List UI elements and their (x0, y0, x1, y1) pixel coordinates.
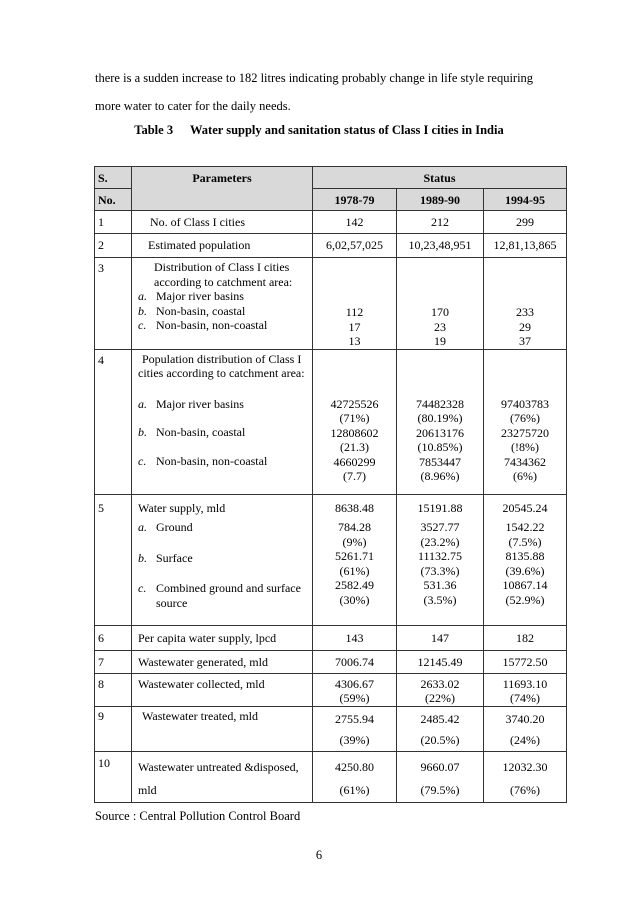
row-value: 10867.14 (502, 578, 548, 592)
row-number: 10 (95, 751, 132, 802)
row-parameter: Wastewater treated, mld (132, 706, 313, 751)
item-letter: c. (138, 453, 147, 468)
row-value: 7853447 (419, 454, 461, 469)
row-value: (23.2%) (420, 534, 460, 549)
item-text: Major river basins (156, 396, 244, 411)
row-value-cell (313, 494, 397, 625)
row-value-cell (397, 349, 484, 494)
year-header-1994: 1994-95 (484, 189, 567, 211)
row-value: 147 (397, 625, 484, 650)
param-item (138, 304, 312, 319)
row-value: 12808602 (330, 425, 379, 440)
row-value: 19 (434, 334, 446, 348)
item-text: Surface (156, 550, 193, 565)
row-value: (7.5%) (508, 534, 542, 549)
water-supply-table (94, 166, 567, 803)
item-letter: c. (138, 318, 147, 332)
row-value-cell (484, 706, 567, 751)
row-value: 2582.49 (335, 578, 374, 592)
row-value: (80.19%) (417, 411, 463, 425)
table-row (95, 625, 567, 650)
intro-line-1: there is a sudden increase to 182 litres indicating probably change in life style requiring (95, 71, 534, 85)
row-value: (52.9%) (505, 592, 545, 607)
row-value-cell (397, 673, 484, 706)
row-number: 4 (95, 349, 132, 494)
row-value: 13 (348, 334, 361, 348)
row-value: (22%) (425, 691, 455, 705)
table-row (95, 258, 567, 350)
param-item (138, 425, 312, 440)
row-value: 97403783 (501, 396, 549, 411)
row-value: 37 (519, 334, 531, 348)
row-parameter: Wastewater collected, mld (132, 673, 313, 706)
param-item (138, 397, 312, 412)
param-line: mld (138, 782, 157, 797)
row-value: (3.5%) (423, 592, 457, 607)
row-value: 2485.42 (420, 711, 460, 726)
row-number: 7 (95, 650, 132, 673)
param-item (138, 289, 312, 304)
item-letter: b. (138, 550, 147, 565)
row-value: (30%) (339, 592, 370, 607)
row-value: (20.5%) (420, 732, 460, 747)
table-row (95, 673, 567, 706)
row-total: 20545.24 (502, 500, 548, 515)
item-letter: a. (138, 289, 147, 303)
row-value: 784.28 (338, 520, 371, 534)
row-number: 8 (95, 673, 132, 706)
row-number: 2 (95, 234, 132, 258)
row-value-cell (397, 258, 484, 350)
row-number: 3 (95, 258, 132, 350)
row-value: 23 (434, 319, 446, 334)
row-value: 9660.07 (420, 759, 460, 774)
sno-header: S. (95, 167, 132, 189)
row-value: 299 (484, 211, 567, 234)
row-value: 2633.02 (420, 676, 460, 691)
row-value: 112 (345, 305, 364, 319)
row-parameter (132, 349, 313, 494)
row-value: 23275720 (501, 425, 549, 440)
table-row (95, 211, 567, 234)
row-total: 8638.48 (335, 500, 374, 515)
row-value-cell (313, 673, 397, 706)
row-value-cell (397, 494, 484, 625)
row-number: 1 (95, 211, 132, 234)
row-parameter: Per capita water supply, lpcd (132, 625, 313, 650)
row-value: 10,23,48,951 (397, 234, 484, 258)
row-value: (6%) (513, 469, 537, 483)
table-caption-title: Water supply and sanitation status of Class I cities in India (189, 123, 504, 137)
row-value: 7434362 (504, 454, 546, 469)
row-value: 4306.67 (335, 676, 374, 691)
row-value: (61%) (339, 782, 370, 797)
row-value: (39%) (339, 732, 370, 747)
source-note: Source : Central Pollution Control Board (95, 809, 301, 823)
row-parameter (132, 258, 313, 350)
row-value: 4250.80 (335, 759, 374, 774)
row-value: 74482328 (416, 396, 464, 411)
param-line: Wastewater untreated &disposed, (138, 759, 299, 774)
row-value: 5261.71 (335, 549, 374, 563)
item-text: Combined ground and surface source (156, 581, 301, 610)
table-row (95, 349, 567, 494)
param-item (138, 520, 312, 535)
row-value: (39.6%) (505, 563, 545, 578)
row-value: 20613176 (416, 425, 464, 440)
row-value: 170 (431, 305, 449, 319)
row-number: 5 (95, 494, 132, 625)
row-value: (73.3%) (420, 563, 460, 578)
row-value: 7006.74 (313, 650, 397, 673)
table-row (95, 650, 567, 673)
no-header: No. (95, 189, 132, 211)
row-parameter (132, 751, 313, 802)
row-value: (9%) (342, 534, 367, 549)
row-value-cell (313, 258, 397, 350)
row-value: 29 (519, 319, 531, 334)
row-value: (76%) (510, 782, 540, 797)
row-value: 3740.20 (505, 711, 545, 726)
row-value: (24%) (510, 732, 540, 747)
row-value: 1542.22 (505, 520, 545, 534)
row-parameter (132, 494, 313, 625)
table-row (95, 706, 567, 751)
row-value: (!8%) (511, 440, 539, 454)
table-caption (0, 123, 638, 138)
item-text: Non-basin, coastal (156, 303, 246, 318)
param-item (138, 318, 312, 333)
item-letter: a. (138, 396, 147, 411)
item-text: Non-basin, non-coastal (156, 453, 268, 468)
param-item (138, 551, 312, 566)
row-number: 9 (95, 706, 132, 751)
row-value: (59%) (339, 691, 370, 705)
page-number: 6 (315, 848, 323, 862)
row-value: 11693.10 (502, 676, 548, 691)
row-parameter: Estimated population (132, 234, 313, 258)
row-value: (76%) (510, 411, 540, 425)
row-number: 6 (95, 625, 132, 650)
row-value: 15772.50 (484, 650, 567, 673)
table-row (95, 494, 567, 625)
row-value: 182 (484, 625, 567, 650)
row-value: 12,81,13,865 (484, 234, 567, 258)
row-value-cell (484, 349, 567, 494)
row-value: 12145.49 (397, 650, 484, 673)
table-row (95, 751, 567, 802)
row-value: (61%) (339, 563, 370, 578)
row-value: 8135.88 (505, 549, 545, 563)
param-line: Distribution of Class I cities (154, 260, 290, 274)
item-text: Ground (156, 520, 193, 534)
year-header-1989: 1989-90 (397, 189, 484, 211)
table-row (95, 234, 567, 258)
param-line: Population distribution of Class I (142, 351, 302, 366)
row-value: (74%) (510, 691, 540, 705)
row-value-cell (313, 706, 397, 751)
row-value-cell (484, 751, 567, 802)
row-value-cell (313, 349, 397, 494)
row-value-cell (397, 751, 484, 802)
row-value-cell (484, 258, 567, 350)
row-value: 142 (313, 211, 397, 234)
row-value-cell (313, 751, 397, 802)
row-value: 531.36 (423, 578, 457, 592)
row-value: 2755.94 (335, 711, 374, 726)
table-header-row (95, 167, 567, 189)
status-header: Status (313, 167, 567, 189)
item-letter: c. (138, 581, 147, 595)
item-letter: b. (138, 303, 147, 318)
item-letter: b. (138, 425, 147, 439)
row-value: (8.96%) (420, 469, 460, 483)
param-line: cities according to catchment area: (138, 366, 305, 380)
row-parameter: No. of Class I cities (132, 211, 313, 234)
parameters-header: Parameters (132, 167, 313, 211)
intro-line-2: more water to cater for the daily needs. (95, 99, 291, 113)
row-value: 3527.77 (420, 520, 460, 534)
param-item (138, 581, 312, 610)
row-parameter: Wastewater generated, mld (132, 650, 313, 673)
year-header-1978: 1978-79 (313, 189, 397, 211)
item-letter: a. (138, 520, 147, 534)
row-value-cell (484, 673, 567, 706)
item-text: Non-basin, non-coastal (156, 318, 268, 332)
row-value: 12032.30 (502, 759, 548, 774)
row-value: 17 (348, 319, 361, 334)
row-value: 143 (313, 625, 397, 650)
param-line: Water supply, mld (138, 500, 226, 515)
row-value: 212 (397, 211, 484, 234)
row-value: 233 (516, 305, 534, 319)
row-value: (79.5%) (420, 782, 460, 797)
row-value-cell (397, 706, 484, 751)
row-value: 11132.75 (417, 549, 463, 563)
row-value: (21.3) (340, 440, 369, 454)
param-line: according to catchment area: (154, 274, 293, 289)
row-value: (10.85%) (417, 440, 463, 454)
item-text: Non-basin, coastal (156, 425, 246, 439)
row-value: (71%) (339, 411, 370, 425)
row-value: 6,02,57,025 (313, 234, 397, 258)
row-total: 15191.88 (417, 500, 463, 515)
row-value-cell (484, 494, 567, 625)
table-caption-label: Table 3 (134, 123, 174, 137)
row-value: 4660299 (333, 454, 376, 469)
param-item (138, 454, 312, 469)
row-value: 42725526 (330, 396, 379, 411)
row-value: (7.7) (343, 469, 366, 483)
item-text: Major river basins (156, 289, 244, 303)
